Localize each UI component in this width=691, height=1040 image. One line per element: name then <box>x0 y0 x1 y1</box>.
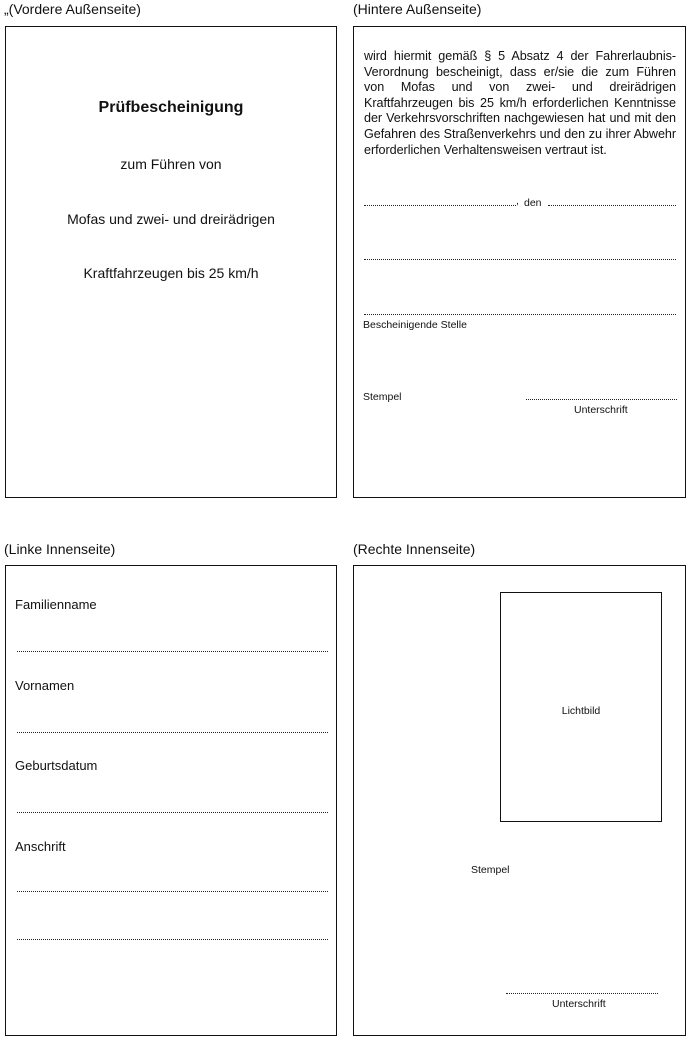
comma-mark: , <box>516 195 519 207</box>
front-line-1: zum Führen von <box>120 156 222 172</box>
front-line-2: Mofas und zwei- und dreirädrigen <box>67 211 275 227</box>
address-label: Anschrift <box>15 839 66 854</box>
front-outer-panel <box>5 26 337 498</box>
stamp-label: Stempel <box>363 391 402 403</box>
caption-back: (Hintere Außenseite) <box>353 1 482 17</box>
photo-box <box>500 592 662 822</box>
birthdate-line <box>17 812 328 813</box>
caption-front: „(Vordere Außenseite) <box>4 1 141 17</box>
right-signature-label: Unterschrift <box>552 998 606 1010</box>
caption-right-inner: (Rechte Innenseite) <box>353 541 476 557</box>
firstnames-line <box>17 732 328 733</box>
signature-line <box>526 399 677 400</box>
signature-label: Unterschrift <box>574 404 628 416</box>
left-inner-panel <box>5 565 337 1036</box>
photo-label: Lichtbild <box>561 705 601 717</box>
firstnames-label: Vornamen <box>15 678 75 693</box>
place-line <box>364 205 516 206</box>
birthdate-label: Geburtsdatum <box>15 758 98 773</box>
address-line-1 <box>17 891 328 892</box>
date-prefix-label: den <box>524 197 542 209</box>
back-outer-panel <box>353 26 686 498</box>
date-line <box>548 205 676 206</box>
surname-label: Familienname <box>15 597 97 612</box>
right-signature-line <box>506 993 658 994</box>
address-line-2 <box>17 939 328 940</box>
right-inner-panel <box>353 565 686 1036</box>
issuer-label: Bescheinigende Stelle <box>363 319 467 331</box>
issuer-line-2 <box>364 314 676 315</box>
surname-line <box>17 651 328 652</box>
caption-left-inner: (Linke Innenseite) <box>4 541 116 557</box>
front-title: Prüfbescheinigung <box>98 99 244 116</box>
right-stamp-label: Stempel <box>471 864 510 876</box>
issuer-line-1 <box>364 259 676 260</box>
front-line-3: Kraftfahrzeugen bis 25 km/h <box>83 265 259 281</box>
certification-text: wird hiermit gemäß § 5 Absatz 4 der Fahrerlaubnis-Verordnung bescheinigt, dass er/sie die zum Führen von Mofas und von zwei- und dreirädrigen Kraftfahrzeugen bis 25 km/h erforderlichen Kenntnisse der Verkehrsvorschriften nachgewiesen hat und mit den Gefahren des Straßenverkehrs und den zu ihrer Abwehr erforderlichen Verhaltensweisen vertraut ist. <box>364 49 676 157</box>
